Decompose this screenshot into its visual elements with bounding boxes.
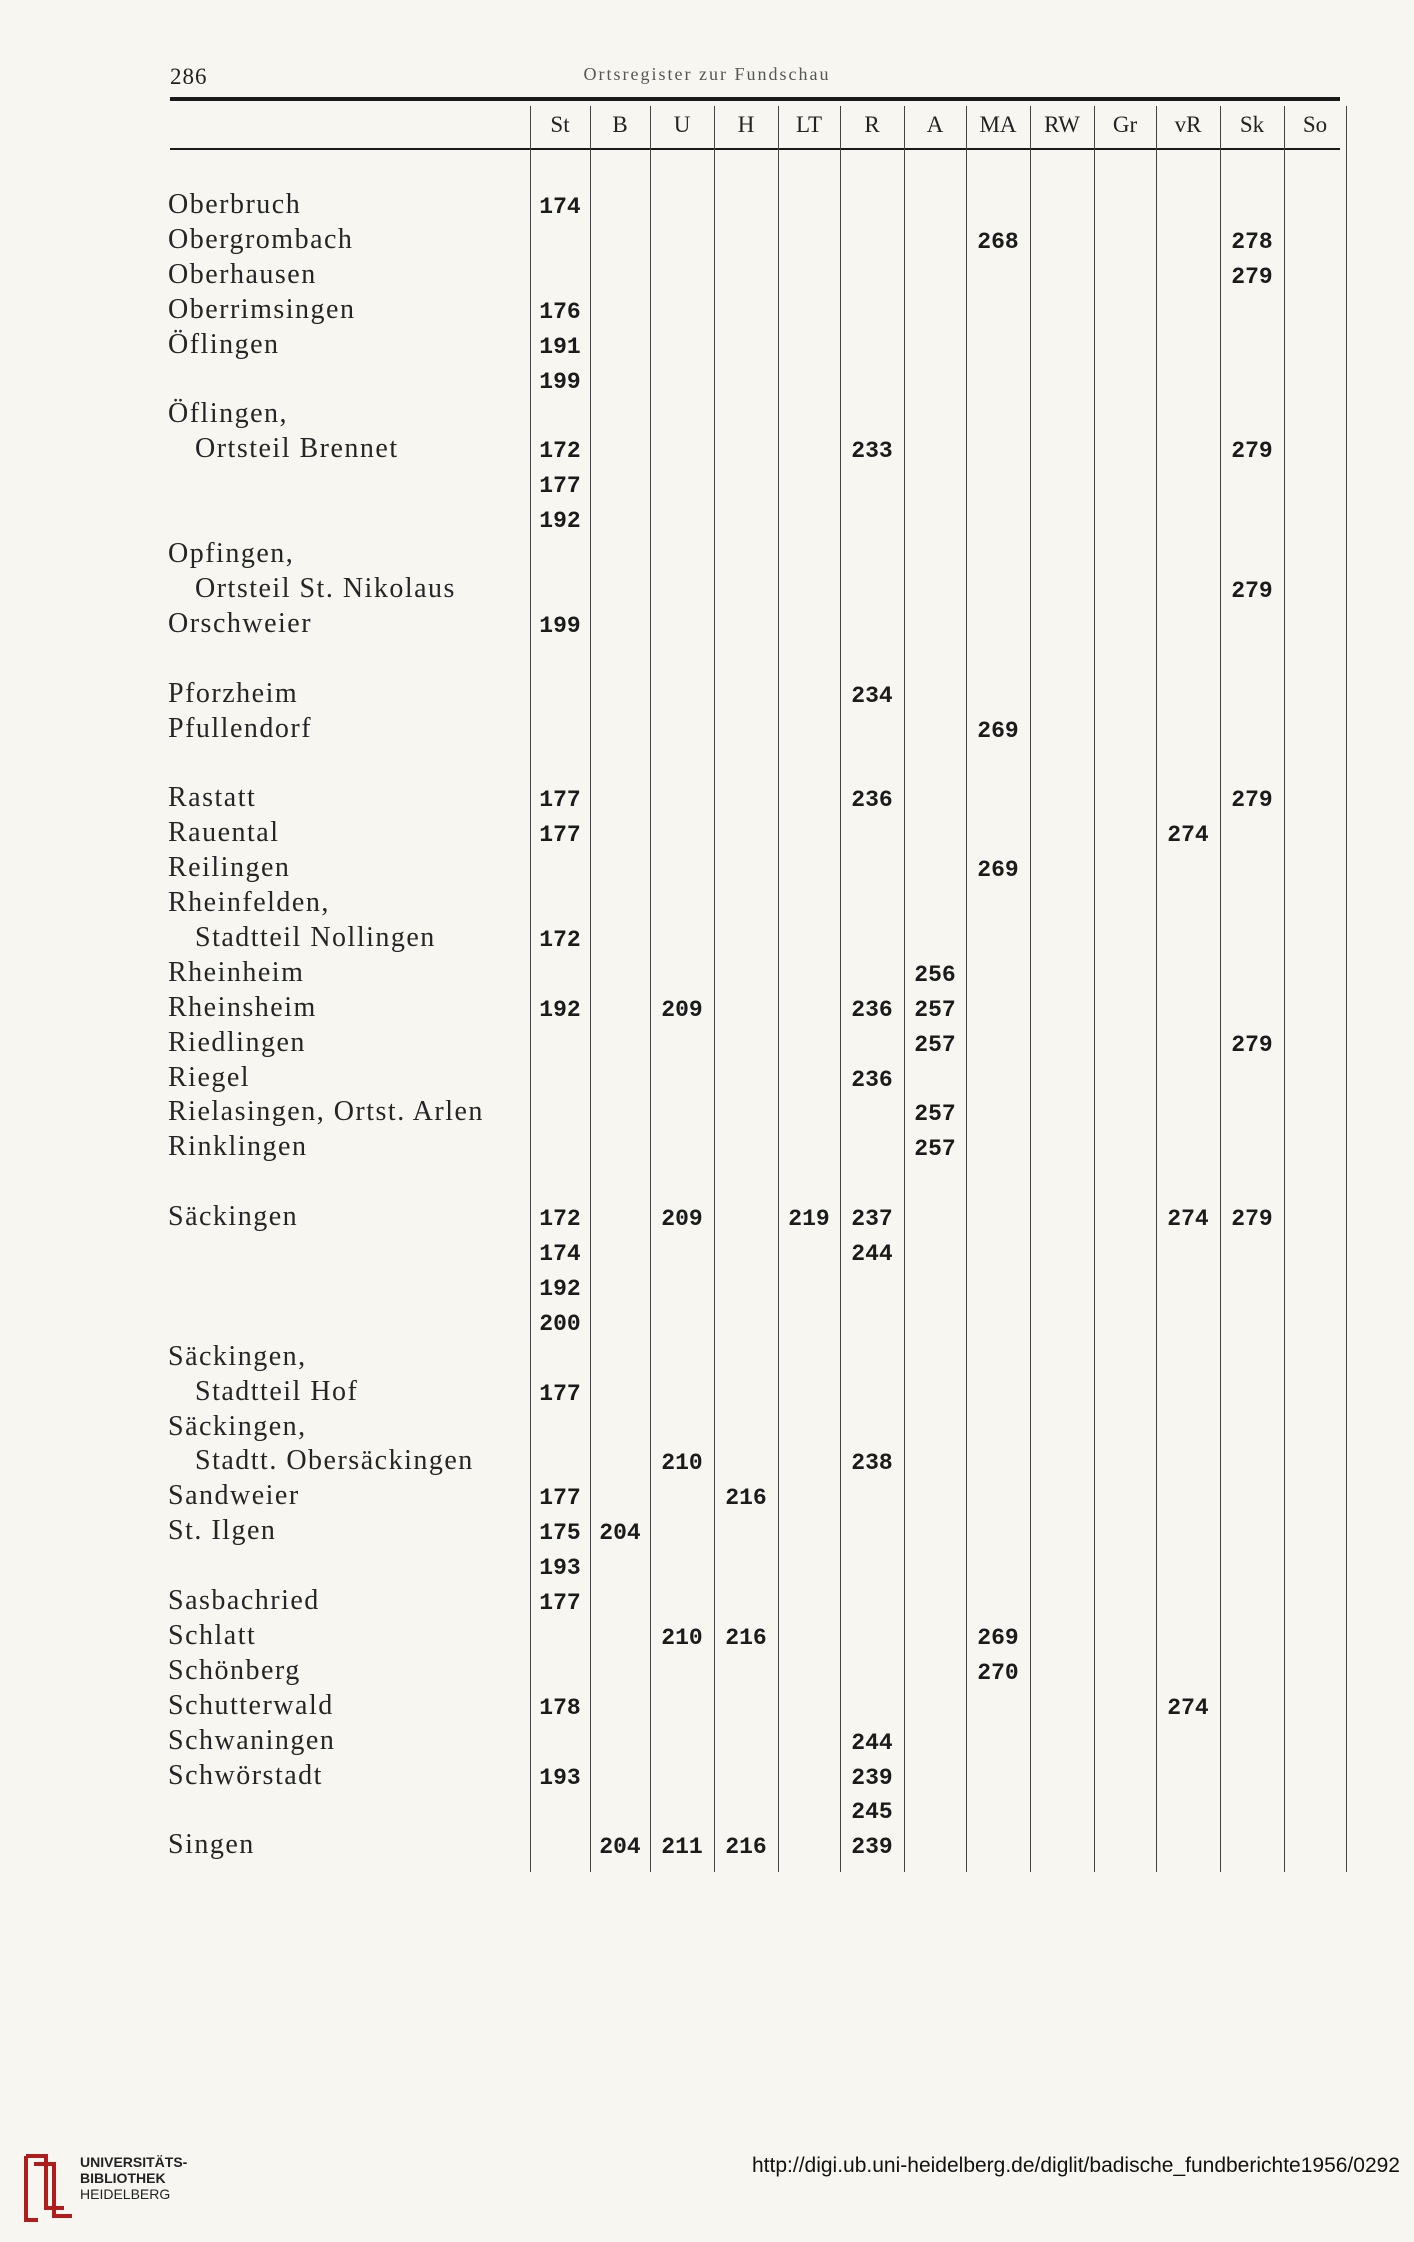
table-row (0, 1130, 1414, 1164)
place-name: Pforzheim (168, 677, 299, 709)
page-reference: 274 (1167, 822, 1209, 849)
table-row (0, 921, 1414, 955)
page-reference: 199 (539, 612, 581, 639)
page-reference: 210 (661, 1624, 703, 1651)
page-reference: 269 (977, 1624, 1019, 1651)
page-reference: 236 (851, 1066, 893, 1093)
table-row (0, 1165, 1414, 1199)
table-row (0, 537, 1414, 571)
page-reference: 177 (539, 1485, 581, 1512)
place-name: Sasbachried (168, 1585, 320, 1616)
table-row (0, 1619, 1414, 1653)
page-reference: 257 (914, 1101, 956, 1128)
table-row (0, 1305, 1414, 1339)
page-reference: 269 (977, 857, 1019, 884)
place-name: Stadtteil Nollingen (195, 921, 436, 953)
column-header: A (926, 112, 944, 137)
page-reference: 216 (725, 1834, 767, 1861)
column-header: Gr (1112, 112, 1138, 137)
page-reference: 245 (851, 1799, 893, 1826)
table-row (0, 1654, 1414, 1688)
table-row (0, 1584, 1414, 1618)
page-reference: 199 (539, 368, 581, 395)
column-header: B (612, 112, 628, 137)
page-reference: 268 (977, 228, 1019, 255)
page-reference: 279 (1231, 787, 1273, 814)
place-name: Opfingen, (168, 538, 295, 569)
source-url-link[interactable]: http://digi.ub.uni-heidelberg.de/diglit/badische_fundberichte1956/0292 (752, 2154, 1400, 2177)
place-name: Rauental (168, 817, 280, 849)
page-reference: 238 (851, 1450, 893, 1477)
place-name: Riedlingen (168, 1026, 306, 1058)
page-reference: 233 (851, 438, 893, 465)
place-name: Rheinfelden, (168, 887, 330, 918)
page-reference: 234 (851, 682, 893, 709)
table-row (0, 363, 1414, 397)
column-header: RW (1044, 112, 1080, 137)
page-reference: 172 (539, 926, 581, 953)
page-reference: 209 (661, 996, 703, 1023)
table-row (0, 781, 1414, 815)
place-name: Obergrombach (168, 223, 354, 255)
place-name: Schwaningen (168, 1724, 336, 1756)
page-reference: 239 (851, 1834, 893, 1861)
page-reference: 279 (1231, 263, 1273, 290)
library-name (80, 2154, 187, 2202)
page-reference: 236 (851, 787, 893, 814)
place-name: Ortsteil Brennet (195, 433, 399, 465)
page-reference: 269 (977, 717, 1019, 744)
place-name: Säckingen, (168, 1410, 307, 1442)
table-row (0, 1340, 1414, 1374)
page-reference: 172 (539, 1206, 581, 1233)
place-name: Stadtteil Hof (195, 1375, 359, 1407)
page-reference: 270 (977, 1659, 1019, 1686)
page-reference: 279 (1231, 1206, 1273, 1233)
place-name: Oberrimsingen (168, 293, 356, 325)
page-reference: 279 (1231, 438, 1273, 465)
table-row (0, 642, 1414, 676)
table-row (0, 607, 1414, 641)
table-row (0, 816, 1414, 850)
column-header: H (737, 112, 755, 137)
table-row (0, 991, 1414, 1025)
page-reference: 204 (599, 1834, 641, 1861)
page-reference: 191 (539, 333, 581, 360)
page-reference: 219 (788, 1206, 830, 1233)
table-row (0, 188, 1414, 222)
table-row (0, 1549, 1414, 1583)
column-header: U (673, 112, 691, 137)
table-row (0, 1375, 1414, 1409)
header-rule (170, 148, 1340, 150)
page-reference: 237 (851, 1206, 893, 1233)
place-name: Öflingen, (168, 398, 289, 430)
page-number: 286 (170, 64, 208, 89)
column-header: LT (796, 112, 822, 137)
table-row (0, 1026, 1414, 1060)
place-name: Rheinsheim (168, 991, 317, 1023)
page-reference: 257 (914, 996, 956, 1023)
page-reference: 177 (539, 1590, 581, 1616)
page-reference: 209 (661, 1206, 703, 1233)
place-name: Singen (168, 1829, 255, 1861)
place-name: Ortsteil St. Nikolaus (195, 572, 456, 604)
place-name: Oberbruch (168, 189, 302, 220)
page-reference: 244 (851, 1729, 893, 1756)
table-row (0, 1793, 1414, 1827)
page-reference: 172 (539, 438, 581, 465)
column-header: So (1302, 112, 1328, 137)
library-line: BIBLIOTHEK (80, 2170, 166, 2186)
table-row (0, 1514, 1414, 1548)
table-row (0, 1200, 1414, 1234)
place-name: Riegel (168, 1061, 251, 1093)
place-name: Säckingen (168, 1201, 299, 1233)
library-line: HEIDELBERG (80, 2186, 171, 2202)
place-name: St. Ilgen (168, 1515, 277, 1547)
place-name: Schutterwald (168, 1689, 334, 1721)
table-row (0, 258, 1414, 292)
table-row (0, 1724, 1414, 1758)
page-reference: 244 (851, 1241, 893, 1267)
place-name: Schlatt (168, 1619, 257, 1651)
column-header: St (550, 112, 570, 137)
table-row (0, 956, 1414, 990)
column-header: Sk (1239, 112, 1265, 137)
page-reference: 177 (539, 787, 581, 814)
column-header: R (864, 112, 880, 137)
page-reference: 193 (539, 1764, 581, 1791)
page-reference: 192 (539, 1275, 581, 1302)
page-reference: 175 (539, 1520, 581, 1547)
page-reference: 200 (539, 1310, 581, 1337)
table-row (0, 1270, 1414, 1304)
table-row (0, 223, 1414, 257)
page-reference: 279 (1231, 1031, 1273, 1058)
page-reference: 177 (539, 473, 581, 500)
table-row (0, 293, 1414, 327)
library-logo-icon (18, 2148, 88, 2228)
place-name: Schwörstadt (168, 1759, 323, 1791)
page-reference: 274 (1167, 1206, 1209, 1233)
table-row (0, 886, 1414, 920)
page-reference: 257 (914, 1031, 956, 1058)
place-name: Säckingen, (168, 1340, 307, 1372)
page-reference: 176 (539, 298, 581, 325)
page-reference: 174 (539, 194, 581, 220)
page-reference: 177 (539, 822, 581, 849)
page-reference: 177 (539, 1380, 581, 1407)
table-row (0, 1061, 1414, 1095)
place-name: Sandweier (168, 1480, 300, 1512)
table-row (0, 1095, 1414, 1129)
page-reference: 210 (661, 1450, 703, 1477)
page-reference: 239 (851, 1764, 893, 1791)
table-row (0, 712, 1414, 746)
place-name: Schönberg (168, 1654, 301, 1686)
table-row (0, 502, 1414, 536)
page-reference: 256 (914, 961, 956, 988)
page-reference: 211 (661, 1834, 703, 1861)
table-row (0, 1235, 1414, 1269)
table-row (0, 1410, 1414, 1444)
place-name: Rielasingen, Ortst. Arlen (168, 1096, 484, 1128)
table-row (0, 397, 1414, 431)
place-name: Pfullendorf (168, 712, 313, 744)
table-row (0, 1689, 1414, 1723)
place-name: Stadtt. Obersäckingen (195, 1445, 474, 1477)
place-name: Öflingen (168, 328, 280, 360)
table-row (0, 1444, 1414, 1478)
column-header: vR (1174, 112, 1202, 137)
table-row (0, 328, 1414, 362)
table-row (0, 1828, 1414, 1862)
page-reference: 174 (539, 1241, 581, 1267)
library-line: UNIVERSITÄTS- (80, 2154, 188, 2170)
table-row (0, 851, 1414, 885)
table-row (0, 572, 1414, 606)
page-reference: 257 (914, 1136, 956, 1163)
place-name: Reilingen (168, 852, 291, 884)
page-reference: 216 (725, 1485, 767, 1512)
place-name: Oberhausen (168, 258, 317, 290)
page-reference: 178 (539, 1694, 581, 1721)
table-row (0, 677, 1414, 711)
place-name: Orschweier (168, 607, 313, 639)
running-title: Ortsregister zur Fundschau (583, 64, 831, 84)
page-reference: 216 (725, 1624, 767, 1651)
place-name: Rastatt (168, 782, 257, 814)
page-reference: 236 (851, 996, 893, 1023)
page-reference: 193 (539, 1555, 581, 1582)
page-reference: 274 (1167, 1694, 1209, 1721)
page-reference: 192 (539, 996, 581, 1023)
table-row (0, 467, 1414, 501)
top-rule (170, 97, 1340, 101)
table-row (0, 1759, 1414, 1793)
page-reference: 279 (1231, 577, 1273, 604)
page-reference: 204 (599, 1520, 641, 1547)
place-name: Rinklingen (168, 1131, 308, 1163)
table-row (0, 746, 1414, 780)
column-header: MA (979, 112, 1017, 137)
table-row (0, 432, 1414, 466)
place-name: Rheinheim (168, 956, 305, 988)
page-reference: 278 (1231, 228, 1273, 255)
page-reference: 192 (539, 508, 581, 535)
table-row (0, 1479, 1414, 1513)
